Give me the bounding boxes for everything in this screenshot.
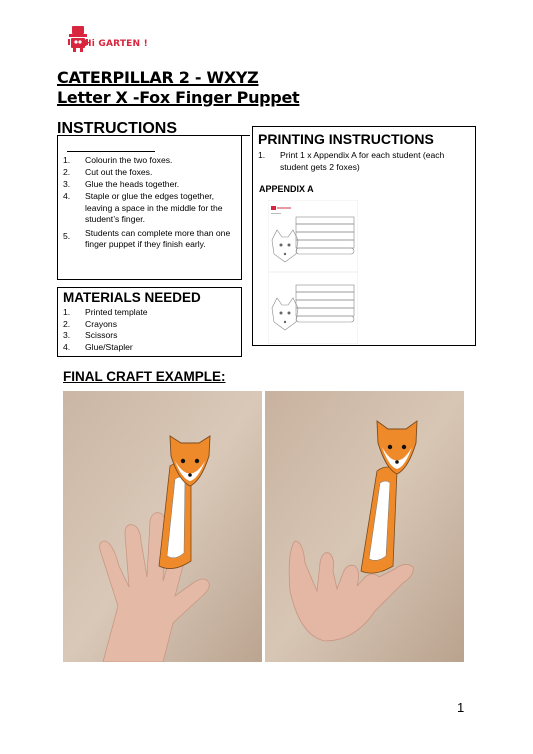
page-number: 1 — [457, 700, 465, 715]
printing-instructions-list — [253, 150, 471, 173]
instructions-heading: INSTRUCTIONS — [57, 120, 177, 137]
list-item: 3. Glue the heads together. — [63, 179, 180, 189]
list-item: 1. Printed template — [63, 307, 148, 317]
list-item: 2. Crayons — [63, 318, 117, 329]
appendix-thumbnail-image — [268, 200, 358, 344]
list-item: 1. Colourin the two foxes. — [63, 155, 173, 165]
instructions-heading-rule — [165, 135, 250, 136]
printing-instructions-heading: PRINTING INSTRUCTIONS — [258, 131, 434, 147]
materials-list — [58, 307, 238, 353]
materials-heading: MATERIALS NEEDED — [63, 290, 201, 305]
list-item: 5. Students can complete more than one finger puppet if they finish early. — [63, 227, 231, 249]
instructions-list — [58, 155, 241, 251]
page-subtitle: Letter X -Fox Finger Puppet — [57, 88, 300, 107]
list-item: 4. Staple or glue the edges together, leaving a space in the middle for the student’s finger. — [63, 191, 223, 224]
list-item: 2. Cut out the foxes. — [63, 167, 153, 177]
list-item: 1. Print 1 x Appendix A for each student (each student gets 2 foxes) — [258, 150, 445, 172]
list-item: 3. Scissors — [63, 330, 118, 341]
list-item: 4. Glue/Stapler — [63, 341, 133, 352]
appendix-label: APPENDIX A — [259, 184, 314, 194]
final-craft-heading: FINAL CRAFT EXAMPLE: — [63, 369, 226, 384]
craft-photo-1 — [63, 391, 262, 662]
craft-photo-2 — [265, 391, 464, 662]
brand-logo-text: Hi GARTEN ! — [84, 39, 148, 49]
instructions-underline — [67, 151, 155, 152]
page-title: CATERPILLAR 2 - WXYZ — [57, 68, 259, 87]
